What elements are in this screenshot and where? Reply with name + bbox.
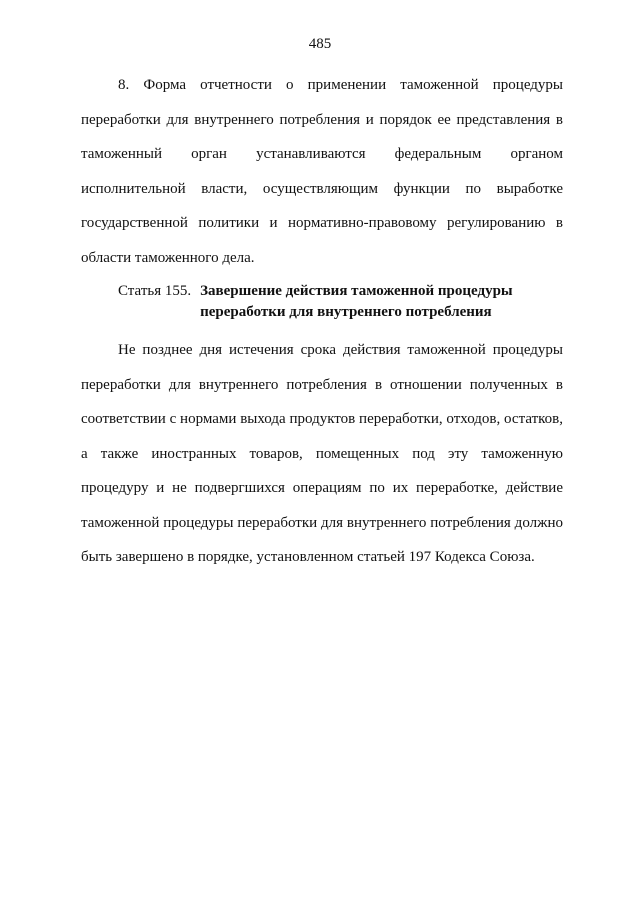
page-number: 485 bbox=[308, 36, 332, 52]
article-heading bbox=[81, 281, 563, 323]
paragraph-article-155: Не позднее дня истечения срока действия таможенной процедуры переработки для внутреннего потребления в отношении полученных в соответствии с нормами выхода продуктов переработки, отходов, остатков, а также иностранных товаров, помещенных под эту таможенную процедуру и не подвергшихся операциям по их переработке, действие таможенной процедуры переработки для внутреннего потребления должно быть завершено в порядке, установленном статьей 197 Кодекса Союза. bbox=[81, 342, 563, 565]
article-title-line-2: переработки для внутреннего потребления bbox=[200, 304, 492, 320]
article-label: Статья 155. bbox=[118, 283, 192, 299]
article-title-line-1: Завершение действия таможенной процедуры bbox=[200, 283, 513, 299]
document-body bbox=[81, 68, 563, 575]
paragraph-8: 8. Форма отчетности о применении таможенной процедуры переработки для внутреннего потребления и порядок ее представления в таможенный орган устанавливаются федеральным органом исполнительной власти, осуществляющим функции по выработке государственной политики и нормативно-правовому регулированию в области таможенного дела. bbox=[81, 77, 563, 266]
article-title bbox=[200, 281, 513, 323]
